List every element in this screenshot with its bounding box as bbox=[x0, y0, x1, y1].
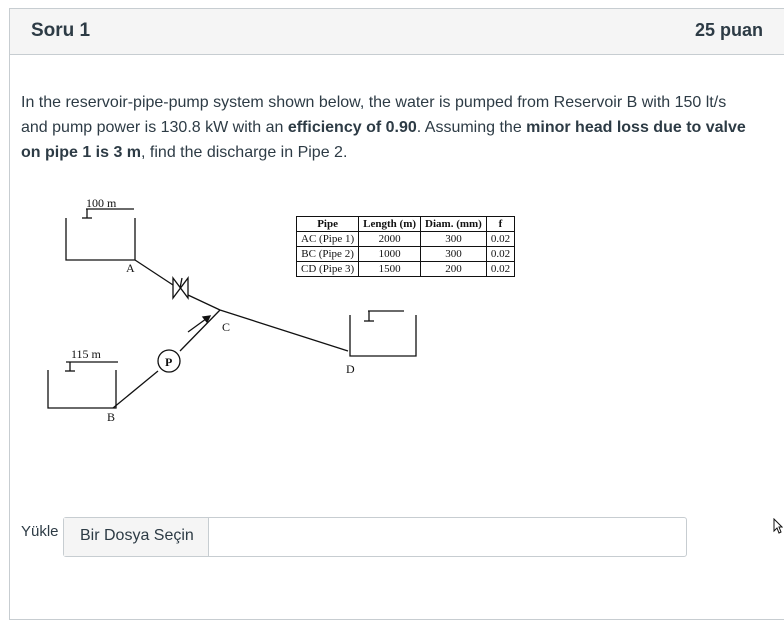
table-cell: 0.02 bbox=[486, 232, 514, 247]
reservoir-d bbox=[350, 315, 416, 356]
table-cell: 0.02 bbox=[486, 247, 514, 262]
table-cell: 200 bbox=[421, 262, 487, 277]
pipe-bc-lower bbox=[113, 371, 158, 408]
table-cell: 1000 bbox=[359, 247, 421, 262]
question-title: Soru 1 bbox=[31, 20, 91, 41]
pipe-cd bbox=[220, 310, 348, 351]
question-text-part: In the reservoir-pipe-pump system shown below, the water is pumped from Reservoir B with 150 lt/s and pump power is 130.8 kW with an bbox=[21, 94, 727, 136]
system-diagram bbox=[38, 190, 628, 435]
table-header-cell: Pipe bbox=[297, 217, 359, 232]
pump-label: P bbox=[165, 355, 173, 369]
question-points: 25 puan bbox=[694, 20, 763, 40]
table-cell: 2000 bbox=[359, 232, 421, 247]
question-text-part: , find the discharge in Pipe 2. bbox=[141, 144, 348, 161]
question-text-part: . Assuming the bbox=[416, 119, 527, 136]
table-cell: 300 bbox=[421, 247, 487, 262]
node-a-label: A bbox=[126, 261, 135, 275]
choose-file-button[interactable]: Bir Dosya Seçin bbox=[64, 518, 209, 556]
node-b-label: B bbox=[107, 410, 116, 424]
reservoir-b bbox=[48, 370, 116, 408]
upload-label: Yükle bbox=[21, 523, 59, 540]
question-text-bold: efficiency of 0.90 bbox=[287, 119, 417, 136]
node-d-label: D bbox=[346, 362, 355, 376]
node-c-label: C bbox=[222, 320, 231, 334]
question-header bbox=[10, 9, 784, 55]
elevation-a-label: 100 m bbox=[86, 196, 117, 210]
pipe-bc-upper bbox=[180, 310, 220, 351]
elevation-b-label: 115 m bbox=[71, 347, 101, 361]
pipe-table-header bbox=[297, 217, 515, 232]
table-row bbox=[297, 262, 515, 277]
pipe-ac bbox=[135, 260, 173, 285]
table-header-cell: f bbox=[486, 217, 514, 232]
table-cell: 300 bbox=[421, 232, 487, 247]
file-upload-field[interactable] bbox=[63, 517, 687, 557]
table-cell: 1500 bbox=[359, 262, 421, 277]
table-cell: 0.02 bbox=[486, 262, 514, 277]
pipe-table bbox=[296, 216, 515, 277]
table-cell: CD (Pipe 3) bbox=[297, 262, 359, 277]
table-header-cell: Diam. (mm) bbox=[421, 217, 487, 232]
mouse-cursor-icon bbox=[773, 518, 783, 534]
table-cell: BC (Pipe 2) bbox=[297, 247, 359, 262]
table-row bbox=[297, 247, 515, 262]
question-text bbox=[21, 90, 751, 165]
question-text-bold: minor head loss due to valve on pipe 1 is 3 m bbox=[21, 119, 746, 161]
reservoir-a bbox=[66, 218, 135, 260]
table-cell: AC (Pipe 1) bbox=[297, 232, 359, 247]
table-row bbox=[297, 232, 515, 247]
table-header-cell: Length (m) bbox=[359, 217, 421, 232]
